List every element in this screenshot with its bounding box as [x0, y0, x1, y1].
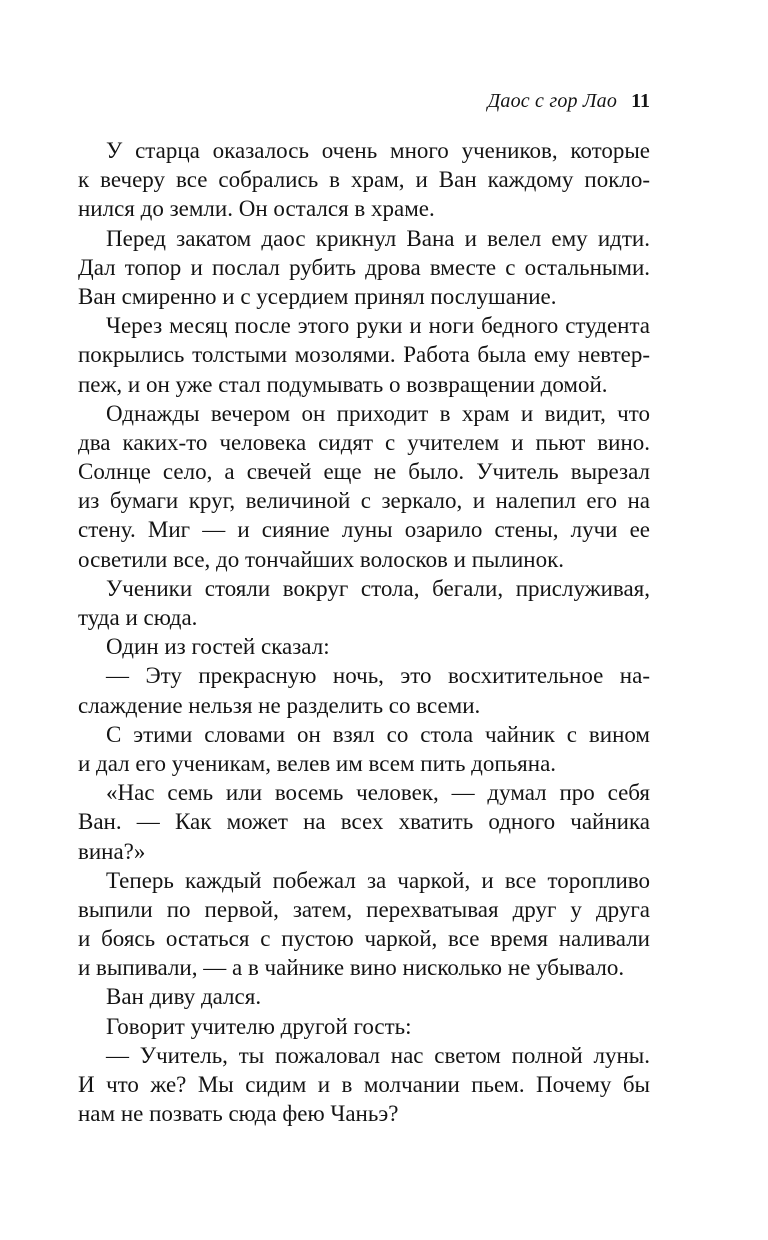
text-line: Ван смиренно и с усердием принял послушание. [78, 283, 557, 309]
text-line: два каких-то человека сидят с учителем и пьют вино. [78, 429, 650, 455]
text-line: к вечеру все собрались в храм, и Ван каждому покло- [78, 167, 650, 193]
paragraph [78, 661, 650, 719]
text-line: выпили по первой, затем, перехватывая друг у друга [78, 896, 650, 922]
text-line: пеж, и он уже стал подумывать о возвращении домой. [78, 371, 608, 397]
text-line: вина?» [78, 838, 146, 864]
text-line: Говорит учителю другой гость: [106, 1013, 412, 1039]
paragraph [78, 136, 650, 224]
text-line: осветили все, до тончайших волосков и пылинок. [78, 546, 565, 572]
text-line: — Учитель, ты пожаловал нас светом полной луны. [106, 1042, 650, 1068]
paragraph [78, 866, 650, 983]
text-line: «Нас семь или восемь человек, — думал про себя [106, 780, 650, 806]
text-line: — Эту прекрасную ночь, это восхитительное на- [106, 663, 650, 689]
paragraph [78, 399, 650, 574]
text-line: и дал его ученикам, велев им всем пить допьяна. [78, 750, 557, 776]
text-line: покрылись толстыми мозолями. Работа была ему невтер- [78, 342, 650, 368]
text-line: С этими словами он взял со стола чайник с вином [106, 721, 650, 747]
paragraph [78, 982, 650, 1011]
paragraph [78, 720, 650, 778]
text-line: Дал топор и послал рубить дрова вместе с остальными. [78, 254, 650, 280]
running-title: Даос с гор Лао [487, 90, 618, 112]
text-line: Ван диву дался. [106, 984, 262, 1010]
text-line: Ученики стояли вокруг стола, бегали, прислуживая, [106, 575, 650, 601]
text-line: слаждение нельзя не разделить со всеми. [78, 692, 481, 718]
text-line: У старца оказалось очень много учеников, которые [106, 138, 650, 163]
text-line: Теперь каждый побежал за чаркой, и все торопливо [106, 867, 650, 893]
text-line: Однажды вечером он приходит в храм и видит, что [106, 400, 650, 426]
text-line: И что же? Мы сидим и в молчании пьем. Почему бы [78, 1072, 650, 1097]
paragraph [78, 574, 650, 632]
text-line: нился до земли. Он остался в храме. [78, 196, 435, 222]
paragraph [78, 311, 650, 399]
text-line: из бумаги круг, величиной с зеркало, и налепил его на [78, 488, 650, 514]
text-line: и выпивали, — а в чайнике вино нисколько не убывало. [78, 955, 625, 981]
text-line: нам не позвать сюда фею Чаньэ? [78, 1101, 399, 1127]
running-header [78, 88, 650, 114]
text-line: Один из гостей сказал: [106, 634, 330, 660]
text-line: и боясь остаться с пустою чаркой, все время наливали [78, 926, 650, 952]
text-line: туда и сюда. [78, 605, 198, 630]
text-line: Ван. — Как может на всех хватить одного чайника [78, 809, 650, 835]
text-line: стену. Миг — и сияние луны озарило стены, лучи ее [78, 517, 650, 543]
text-line: Солнце село, а свечей еще не было. Учитель вырезал [78, 459, 650, 485]
body-text [78, 136, 650, 1128]
text-line: Через месяц после этого руки и ноги бедного студента [106, 313, 650, 339]
paragraph [78, 1012, 650, 1041]
page-number: 11 [631, 90, 650, 112]
paragraph [78, 224, 650, 312]
paragraph [78, 1041, 650, 1129]
text-line: Перед закатом даос крикнул Вана и велел ему идти. [106, 225, 650, 251]
paragraph [78, 778, 650, 866]
paragraph [78, 632, 650, 661]
